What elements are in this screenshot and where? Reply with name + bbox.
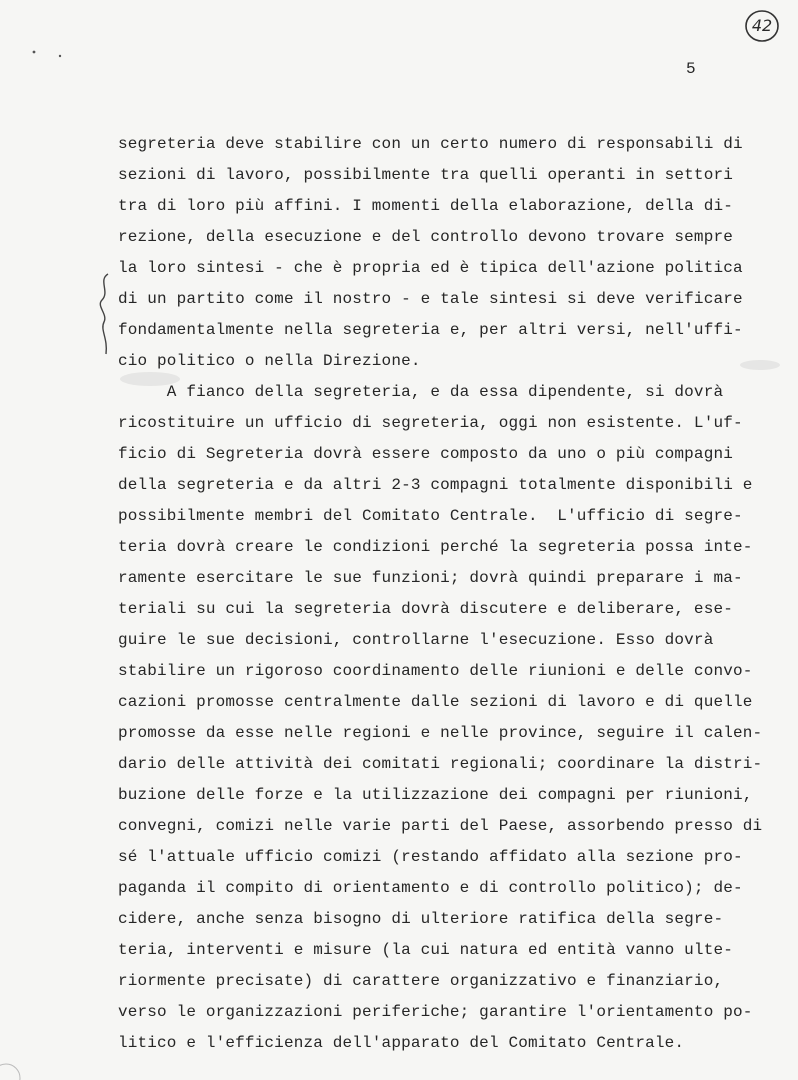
text-line: verso le organizzazioni periferiche; garantire l'orientamento po- bbox=[118, 1003, 753, 1021]
text-line: rezione, della esecuzione e del controllo devono trovare sempre bbox=[118, 228, 733, 246]
handwritten-bracket-mark bbox=[94, 270, 114, 360]
text-line: paganda il compito di orientamento e di controllo politico); de- bbox=[118, 879, 743, 897]
text-line: dario delle attività dei comitati regionali; coordinare la distri- bbox=[118, 755, 763, 773]
text-line: ficio di Segreteria dovrà essere composto da uno o più compagni bbox=[118, 445, 733, 463]
page-number: 5 bbox=[686, 60, 696, 78]
text-line: cio politico o nella Direzione. bbox=[118, 352, 421, 370]
text-line: ricostituire un ufficio di segreteria, oggi non esistente. L'uf- bbox=[118, 414, 743, 432]
text-line: possibilmente membri del Comitato Centrale. L'ufficio di segre- bbox=[118, 507, 743, 525]
archive-number: 42 bbox=[751, 16, 773, 35]
text-line: segreteria deve stabilire con un certo numero di responsabili di bbox=[118, 135, 743, 153]
text-line: buzione delle forze e la utilizzazione dei compagni per riunioni, bbox=[118, 786, 753, 804]
text-line: cazioni promosse centralmente dalle sezioni di lavoro e di quelle bbox=[118, 693, 753, 711]
text-line: guire le sue decisioni, controllarne l'esecuzione. Esso dovrà bbox=[118, 631, 714, 649]
text-line: teria, interventi e misure (la cui natura ed entità vanno ulte- bbox=[118, 941, 733, 959]
text-line: sezioni di lavoro, possibilmente tra quelli operanti in settori bbox=[118, 166, 733, 184]
text-line: convegni, comizi nelle varie parti del Paese, assorbendo presso di bbox=[118, 817, 763, 835]
text-line: stabilire un rigoroso coordinamento delle riunioni e delle convo- bbox=[118, 662, 753, 680]
text-line: A fianco della segreteria, e da essa dipendente, si dovrà bbox=[118, 383, 724, 401]
text-line: la loro sintesi - che è propria ed è tipica dell'azione politica bbox=[118, 259, 743, 277]
text-line: ramente esercitare le sue funzioni; dovrà quindi preparare i ma- bbox=[118, 569, 743, 587]
text-line: teriali su cui la segreteria dovrà discutere e deliberare, ese- bbox=[118, 600, 733, 618]
archive-number-stamp bbox=[744, 8, 780, 44]
margin-dots bbox=[30, 44, 70, 64]
text-line: di un partito come il nostro - e tale sintesi si deve verificare bbox=[118, 290, 743, 308]
text-line: promosse da esse nelle regioni e nelle province, seguire il calen- bbox=[118, 724, 763, 742]
text-line: teria dovrà creare le condizioni perché la segreteria possa inte- bbox=[118, 538, 753, 556]
text-line: litico e l'efficienza dell'apparato del Comitato Centrale. bbox=[118, 1034, 685, 1052]
text-line: fondamentalmente nella segreteria e, per altri versi, nell'uffi- bbox=[118, 321, 743, 339]
scan-corner-mark-icon bbox=[0, 1040, 40, 1080]
text-line: della segreteria e da altri 2-3 compagni totalmente disponibili e bbox=[118, 476, 753, 494]
body-text bbox=[118, 129, 763, 1059]
text-line: sé l'attuale ufficio comizi (restando affidato alla sezione pro- bbox=[118, 848, 743, 866]
text-line: cidere, anche senza bisogno di ulteriore ratifica della segre- bbox=[118, 910, 724, 928]
text-line: tra di loro più affini. I momenti della elaborazione, della di- bbox=[118, 197, 733, 215]
text-line: riormente precisate) di carattere organizzativo e finanziario, bbox=[118, 972, 724, 990]
